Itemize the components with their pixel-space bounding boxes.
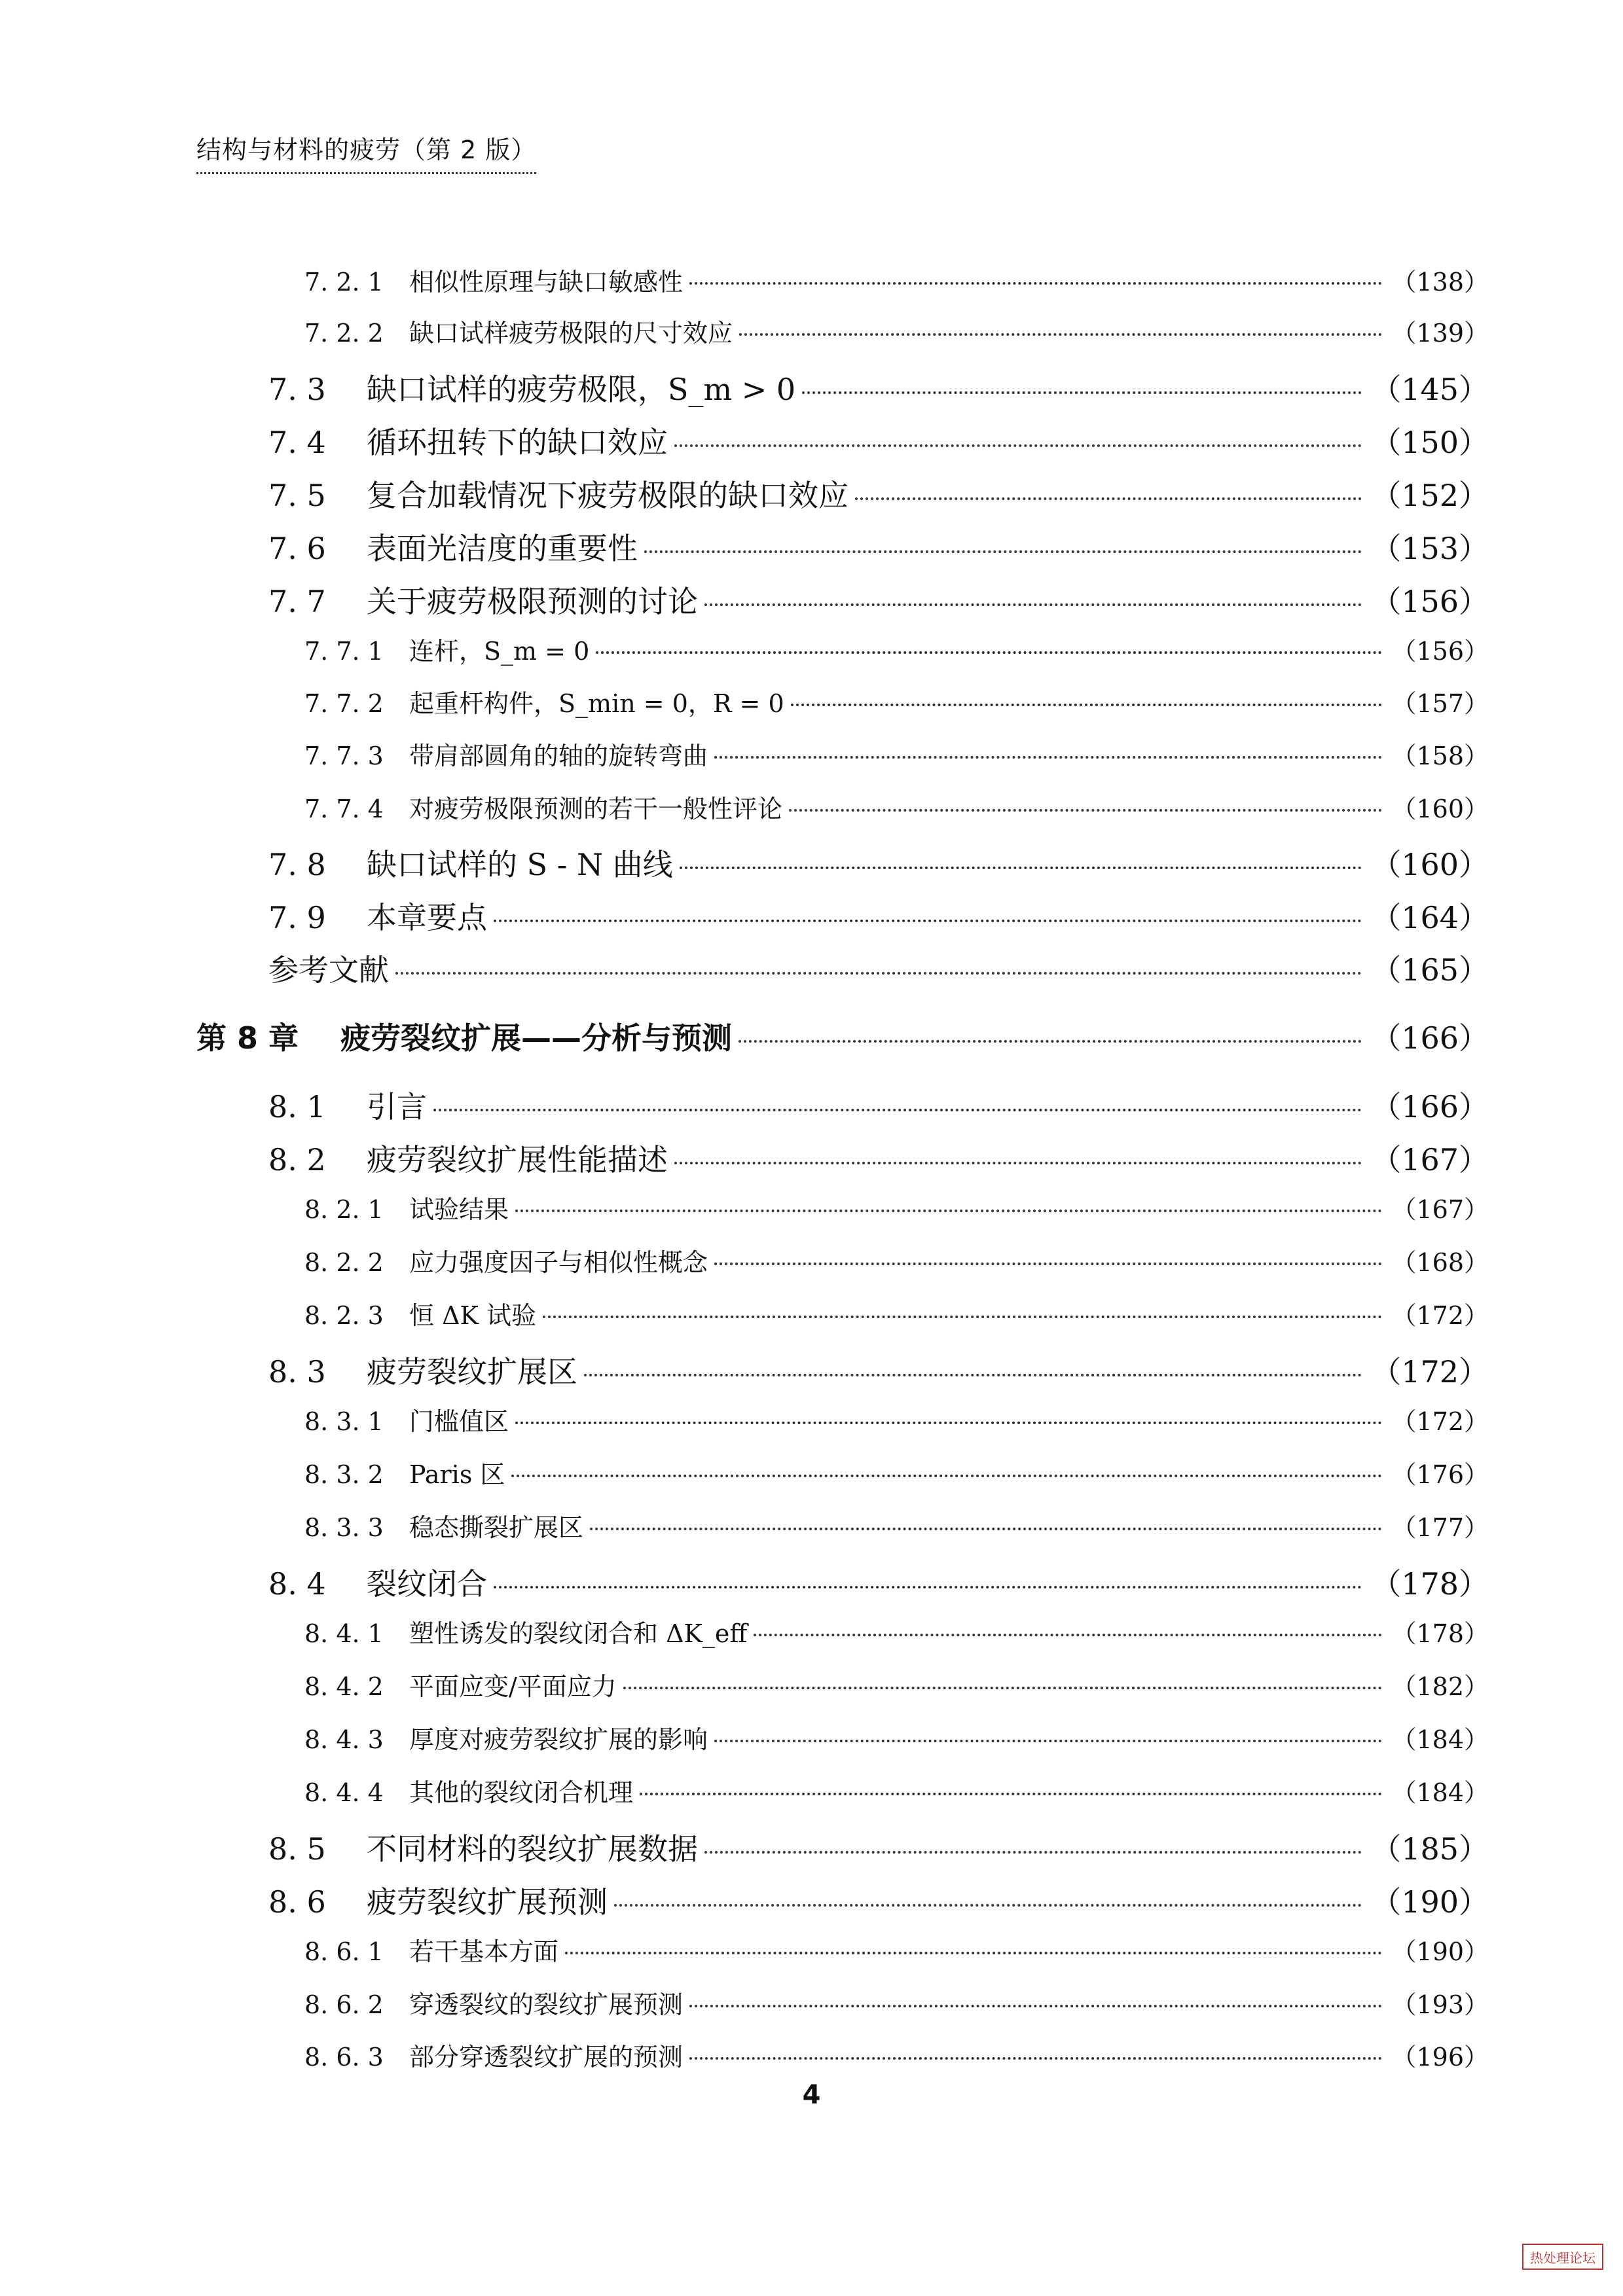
toc-entry[interactable] xyxy=(304,1189,1489,1225)
entry-page: （158） xyxy=(1391,742,1489,770)
entry-page: （145） xyxy=(1371,372,1489,407)
toc-entry[interactable] xyxy=(304,789,1489,825)
entry-title: 稳态撕裂扩展区 xyxy=(409,1513,584,1542)
entry-number: 7. 7. 4 xyxy=(304,795,384,823)
dot-leader xyxy=(623,1687,1383,1689)
dot-leader xyxy=(680,867,1362,869)
entry-title: 引言 xyxy=(367,1089,427,1124)
entry-page: （176） xyxy=(1391,1460,1489,1489)
entry-title: 疲劳裂纹扩展预测 xyxy=(367,1884,608,1920)
entry-number: 7. 7. 3 xyxy=(304,742,384,770)
entry-title: 门槛值区 xyxy=(409,1407,509,1436)
entry-number: 7. 2. 2 xyxy=(304,319,384,348)
entry-number: 8. 6. 3 xyxy=(304,2043,384,2072)
toc-entry[interactable] xyxy=(196,1014,1489,1058)
toc-entry[interactable] xyxy=(304,736,1489,772)
entry-page: （184） xyxy=(1391,1778,1489,1807)
toc-entry[interactable] xyxy=(268,841,1489,884)
dot-leader xyxy=(590,1528,1382,1530)
entry-title: 相似性原理与缺口敏感性 xyxy=(409,268,684,296)
entry-title: 疲劳裂纹扩展性能描述 xyxy=(367,1142,668,1177)
entry-number: 8. 3. 2 xyxy=(304,1460,384,1489)
entry-page: （167） xyxy=(1391,1195,1489,1224)
entry-page: （153） xyxy=(1371,531,1489,566)
entry-page: （184） xyxy=(1391,1725,1489,1754)
entry-page: （150） xyxy=(1371,425,1489,460)
entry-number: 7. 7 xyxy=(268,584,326,619)
page-number: 4 xyxy=(802,2080,821,2110)
entry-title: 穿透裂纹的裂纹扩展预测 xyxy=(409,1990,684,2019)
entry-title: 裂纹闭合 xyxy=(367,1566,487,1602)
entry-page: （190） xyxy=(1371,1884,1489,1920)
toc-entry[interactable] xyxy=(304,1295,1489,1331)
entry-number: 8. 6 xyxy=(268,1884,326,1920)
toc-entry[interactable] xyxy=(304,313,1489,349)
forum-watermark: 热处理论坛 xyxy=(1522,2244,1603,2270)
toc-entry[interactable] xyxy=(268,366,1489,409)
dot-leader xyxy=(754,1634,1382,1636)
entry-number: 8. 2. 2 xyxy=(304,1248,384,1277)
toc-entry[interactable] xyxy=(304,1931,1489,1967)
dot-leader xyxy=(433,1109,1362,1111)
entry-title: 对疲劳极限预测的若干一般性评论 xyxy=(409,795,783,823)
dot-leader xyxy=(494,1586,1362,1588)
entry-title: 恒 ΔK 试验 xyxy=(409,1301,536,1330)
entry-page: （168） xyxy=(1391,1248,1489,1277)
entry-number: 8. 2 xyxy=(268,1142,326,1177)
entry-number: 8. 4 xyxy=(268,1566,326,1602)
entry-page: （178） xyxy=(1371,1566,1489,1602)
toc-entry[interactable] xyxy=(304,2037,1489,2073)
toc-entry[interactable] xyxy=(304,1719,1489,1755)
dot-leader xyxy=(739,333,1382,336)
entry-page: （172） xyxy=(1391,1301,1489,1330)
entry-number: 8. 5 xyxy=(268,1831,326,1867)
toc-entry[interactable] xyxy=(304,1454,1489,1490)
entry-page: （182） xyxy=(1391,1672,1489,1701)
entry-title: 部分穿透裂纹扩展的预测 xyxy=(409,2043,684,2072)
dot-leader xyxy=(789,809,1382,812)
entry-page: （178） xyxy=(1391,1619,1489,1648)
dot-leader xyxy=(644,550,1362,553)
entry-title: 塑性诱发的裂纹闭合和 ΔK_eff xyxy=(409,1619,748,1648)
entry-title: 疲劳裂纹扩展——分析与预测 xyxy=(340,1020,732,1056)
entry-page: （156） xyxy=(1371,584,1489,619)
toc-entry[interactable] xyxy=(268,894,1489,937)
dot-leader xyxy=(714,756,1382,759)
entry-number: 8. 4. 2 xyxy=(304,1672,384,1701)
entry-number: 7. 7. 1 xyxy=(304,637,384,666)
entry-page: （177） xyxy=(1391,1513,1489,1542)
toc-entry[interactable] xyxy=(304,1984,1489,2020)
dot-leader xyxy=(704,1851,1362,1854)
entry-title: 试验结果 xyxy=(409,1195,509,1224)
entry-page: （157） xyxy=(1391,689,1489,718)
entry-title: 表面光洁度的重要性 xyxy=(367,531,638,566)
entry-title: 复合加载情况下疲劳极限的缺口效应 xyxy=(367,478,848,513)
toc-entry[interactable] xyxy=(268,1348,1489,1391)
running-header: 结构与材料的疲劳（第 2 版） xyxy=(196,130,536,174)
entry-page: （160） xyxy=(1371,847,1489,882)
entry-title: 参考文献 xyxy=(268,952,389,988)
dot-leader xyxy=(515,1210,1382,1212)
entry-page: （196） xyxy=(1391,2043,1489,2072)
entry-number: 8. 6. 2 xyxy=(304,1990,384,2019)
dot-leader xyxy=(614,1904,1362,1907)
entry-title: 缺口试样疲劳极限的尺寸效应 xyxy=(409,319,733,348)
toc-entry[interactable] xyxy=(268,1083,1489,1126)
toc-entry[interactable] xyxy=(268,1878,1489,1922)
dot-leader xyxy=(689,2057,1382,2060)
entry-number: 7. 5 xyxy=(268,478,326,513)
entry-title: 循环扭转下的缺口效应 xyxy=(367,425,668,460)
entry-title: 本章要点 xyxy=(367,900,487,935)
entry-page: （165） xyxy=(1371,952,1489,988)
toc-entry[interactable] xyxy=(304,1613,1489,1649)
dot-leader xyxy=(565,1952,1382,1954)
toc-entry[interactable] xyxy=(268,1136,1489,1179)
entry-number: 7. 4 xyxy=(268,425,326,460)
toc-entry[interactable] xyxy=(268,1560,1489,1604)
dot-leader xyxy=(674,1162,1362,1164)
entry-number: 8. 4. 3 xyxy=(304,1725,384,1754)
entry-page: （172） xyxy=(1391,1407,1489,1436)
entry-title: 连杆，S_m = 0 xyxy=(409,637,590,666)
toc-entry[interactable] xyxy=(304,1666,1489,1702)
entry-number: 8. 4. 4 xyxy=(304,1778,384,1807)
entry-number: 8. 2. 1 xyxy=(304,1195,384,1224)
toc-entry[interactable] xyxy=(268,419,1489,462)
entry-page: （164） xyxy=(1371,900,1489,935)
entry-title: 其他的裂纹闭合机理 xyxy=(409,1778,634,1807)
toc-entry[interactable] xyxy=(304,1242,1489,1278)
entry-number: 8. 2. 3 xyxy=(304,1301,384,1330)
entry-number: 7. 7. 2 xyxy=(304,689,384,718)
entry-title: 厚度对疲劳裂纹扩展的影响 xyxy=(409,1725,708,1754)
entry-title: 若干基本方面 xyxy=(409,1937,559,1966)
entry-page: （160） xyxy=(1391,795,1489,823)
toc-entry[interactable] xyxy=(304,1401,1489,1437)
dot-leader xyxy=(543,1316,1382,1318)
entry-title: 平面应变/平面应力 xyxy=(409,1672,617,1701)
entry-number: 7. 8 xyxy=(268,847,326,882)
dot-leader xyxy=(855,497,1362,500)
dot-leader xyxy=(802,391,1362,394)
entry-number: 8. 6. 1 xyxy=(304,1937,384,1966)
entry-page: （139） xyxy=(1391,319,1489,348)
entry-number: 8. 3. 1 xyxy=(304,1407,384,1436)
toc-entry[interactable] xyxy=(268,1825,1489,1869)
dot-leader xyxy=(714,1740,1382,1742)
entry-page: （152） xyxy=(1371,478,1489,513)
dot-leader xyxy=(511,1475,1382,1477)
dot-leader xyxy=(674,444,1362,447)
entry-number: 8. 3. 3 xyxy=(304,1513,384,1542)
toc-entry[interactable] xyxy=(268,525,1489,568)
entry-page: （193） xyxy=(1391,1990,1489,2019)
entry-number: 7. 6 xyxy=(268,531,326,566)
dot-leader xyxy=(739,1040,1362,1043)
dot-leader xyxy=(596,651,1382,654)
dot-leader xyxy=(704,603,1362,606)
entry-title: 起重杆构件，S_min = 0，R = 0 xyxy=(409,689,784,718)
toc-entry[interactable] xyxy=(304,683,1489,719)
entry-title: 带肩部圆角的轴的旋转弯曲 xyxy=(409,742,708,770)
entry-page: （156） xyxy=(1391,637,1489,666)
entry-number: 8. 3 xyxy=(268,1354,326,1390)
entry-title: 缺口试样的 S - N 曲线 xyxy=(367,847,673,882)
entry-title: 疲劳裂纹扩展区 xyxy=(367,1354,577,1390)
entry-title: 应力强度因子与相似性概念 xyxy=(409,1248,708,1277)
entry-title: 关于疲劳极限预测的讨论 xyxy=(367,584,698,619)
entry-page: （166） xyxy=(1371,1089,1489,1124)
dot-leader xyxy=(515,1422,1382,1424)
toc-entry[interactable] xyxy=(268,472,1489,515)
entry-number: 8. 1 xyxy=(268,1089,326,1124)
entry-page: （172） xyxy=(1371,1354,1489,1390)
entry-page: （166） xyxy=(1371,1020,1489,1056)
dot-leader xyxy=(791,704,1383,706)
entry-title: 缺口试样的疲劳极限，S_m > 0 xyxy=(367,372,796,407)
entry-number: 8. 4. 1 xyxy=(304,1619,384,1648)
entry-number: 7. 9 xyxy=(268,900,326,935)
entry-number: 第 8 章 xyxy=(196,1020,299,1056)
entry-title: Paris 区 xyxy=(409,1460,505,1489)
toc-entry[interactable] xyxy=(268,946,1489,990)
dot-leader xyxy=(714,1263,1382,1265)
dot-leader xyxy=(584,1374,1362,1376)
toc-entry[interactable] xyxy=(304,1507,1489,1543)
entry-number: 7. 2. 1 xyxy=(304,268,384,296)
dot-leader xyxy=(689,2005,1382,2007)
dot-leader xyxy=(689,282,1382,285)
entry-page: （167） xyxy=(1371,1142,1489,1177)
entry-number: 7. 3 xyxy=(268,372,326,407)
dot-leader xyxy=(640,1793,1382,1795)
dot-leader xyxy=(395,972,1362,975)
entry-page: （190） xyxy=(1391,1937,1489,1966)
dot-leader xyxy=(494,920,1362,922)
toc-entry[interactable] xyxy=(304,1772,1489,1808)
toc-entry[interactable] xyxy=(304,262,1489,298)
toc-entry[interactable] xyxy=(304,631,1489,667)
entry-page: （185） xyxy=(1371,1831,1489,1867)
entry-title: 不同材料的裂纹扩展数据 xyxy=(367,1831,698,1867)
entry-page: （138） xyxy=(1391,268,1489,296)
toc-entry[interactable] xyxy=(268,578,1489,621)
